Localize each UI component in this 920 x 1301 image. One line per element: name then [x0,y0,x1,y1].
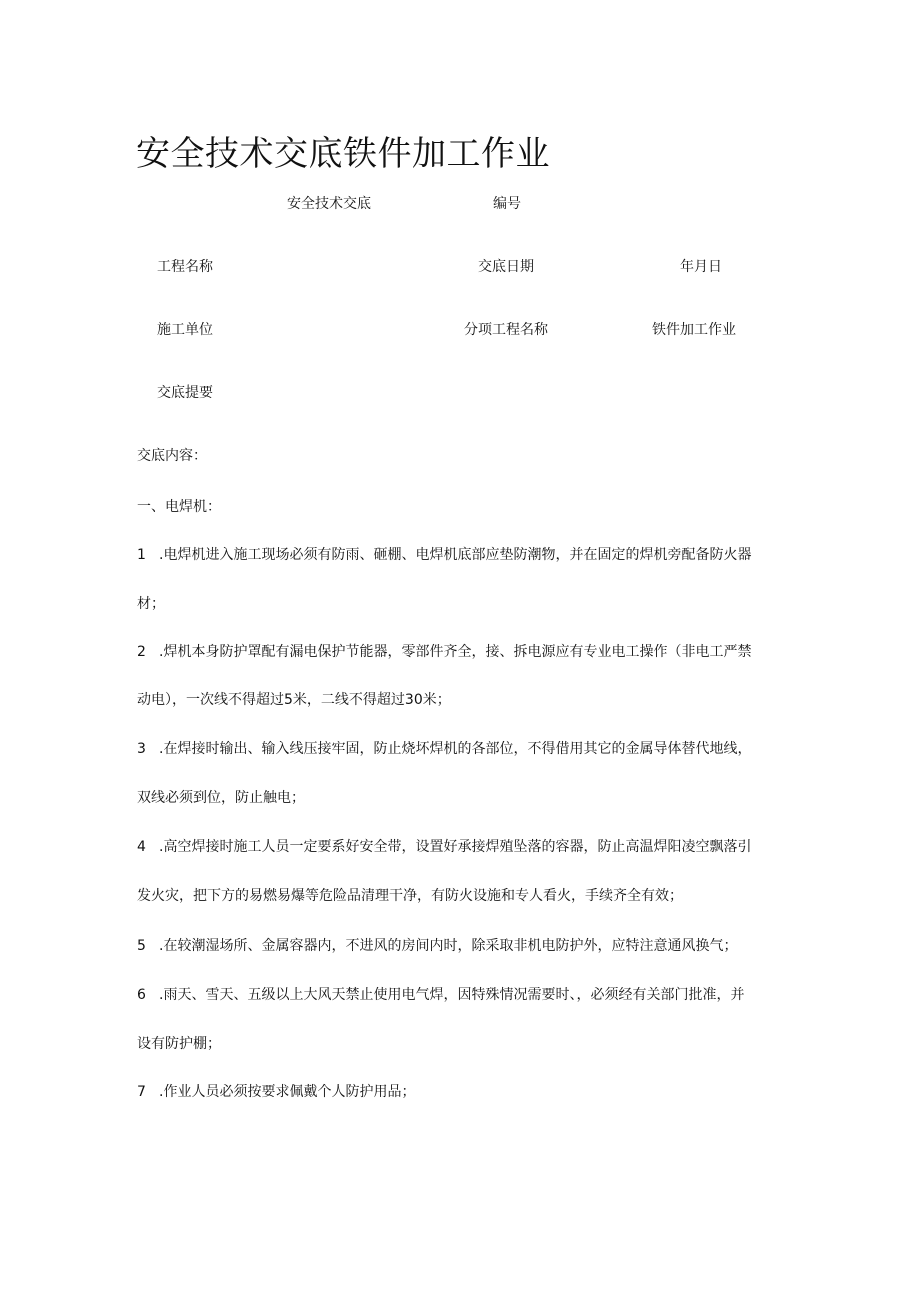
item-continuation: 材； [137,596,165,612]
item-number: 3 [137,741,146,757]
subproject-label: 分项工程名称 [464,322,548,338]
list-item [137,1083,415,1101]
item-text: .焊机本身防护罩配有漏电保护节能器，零部件齐全，接、拆电源应有专业电工操作（非电工严禁 [159,644,752,660]
section-heading: 一、电焊机： [137,499,221,515]
number-label: 编号 [493,196,521,212]
item-text: .雨天、雪天、五级以上大风天禁止使用电气焊，因特殊情况需要时、，必须经有关部门批准，并 [159,987,745,1003]
list-item [137,838,751,856]
list-item [137,937,737,955]
item-text: .在焊接时输出、输入线压接牢固，防止烧坏焊机的各部位，不得借用其它的金属导体替代地线， [159,741,752,757]
list-item [137,986,744,1004]
item-number: 6 [137,987,146,1003]
summary-label: 交底提要 [157,385,213,401]
item-number: 5 [137,938,146,954]
list-item [137,546,751,564]
date-value: 年月日 [680,259,722,275]
date-label: 交底日期 [478,259,534,275]
item-continuation: 设有防护棚； [137,1036,221,1052]
item-continuation: 发火灾，把下方的易燃易爆等危险品清理干净，有防火设施和专人看火，手续齐全有效； [137,888,683,904]
item-number: 1 [137,547,146,563]
item-continuation: 动电），一次线不得超过5米，二线不得超过30米； [137,692,451,708]
item-text: .作业人员必须按要求佩戴个人防护用品； [159,1084,416,1100]
item-number: 4 [137,839,146,855]
item-number: 2 [137,644,146,660]
item-continuation: 双线必须到位，防止触电； [137,790,305,806]
list-item [137,643,751,661]
item-text: .高空焊接时施工人员一定要系好安全带，设置好承接焊殖坠落的容器，防止高温焊阳凌空飘落引 [159,839,752,855]
item-text: .在较潮湿场所、金属容器内，不进风的房间内时，除采取非机电防护外，应特注意通风换气； [159,938,738,954]
content-heading: 交底内容： [137,448,207,464]
list-item [137,740,751,758]
form-label: 安全技术交底 [287,196,371,212]
item-number: 7 [137,1084,146,1100]
unit-label: 施工单位 [157,322,213,338]
document-title: 安全技术交底铁件加工作业 [136,134,550,174]
subproject-value: 铁件加工作业 [652,322,736,338]
project-name-label: 工程名称 [157,259,213,275]
item-text: .电焊机进入施工现场必须有防雨、砸棚、电焊机底部应垫防潮物，并在固定的焊机旁配备防火器 [159,547,752,563]
